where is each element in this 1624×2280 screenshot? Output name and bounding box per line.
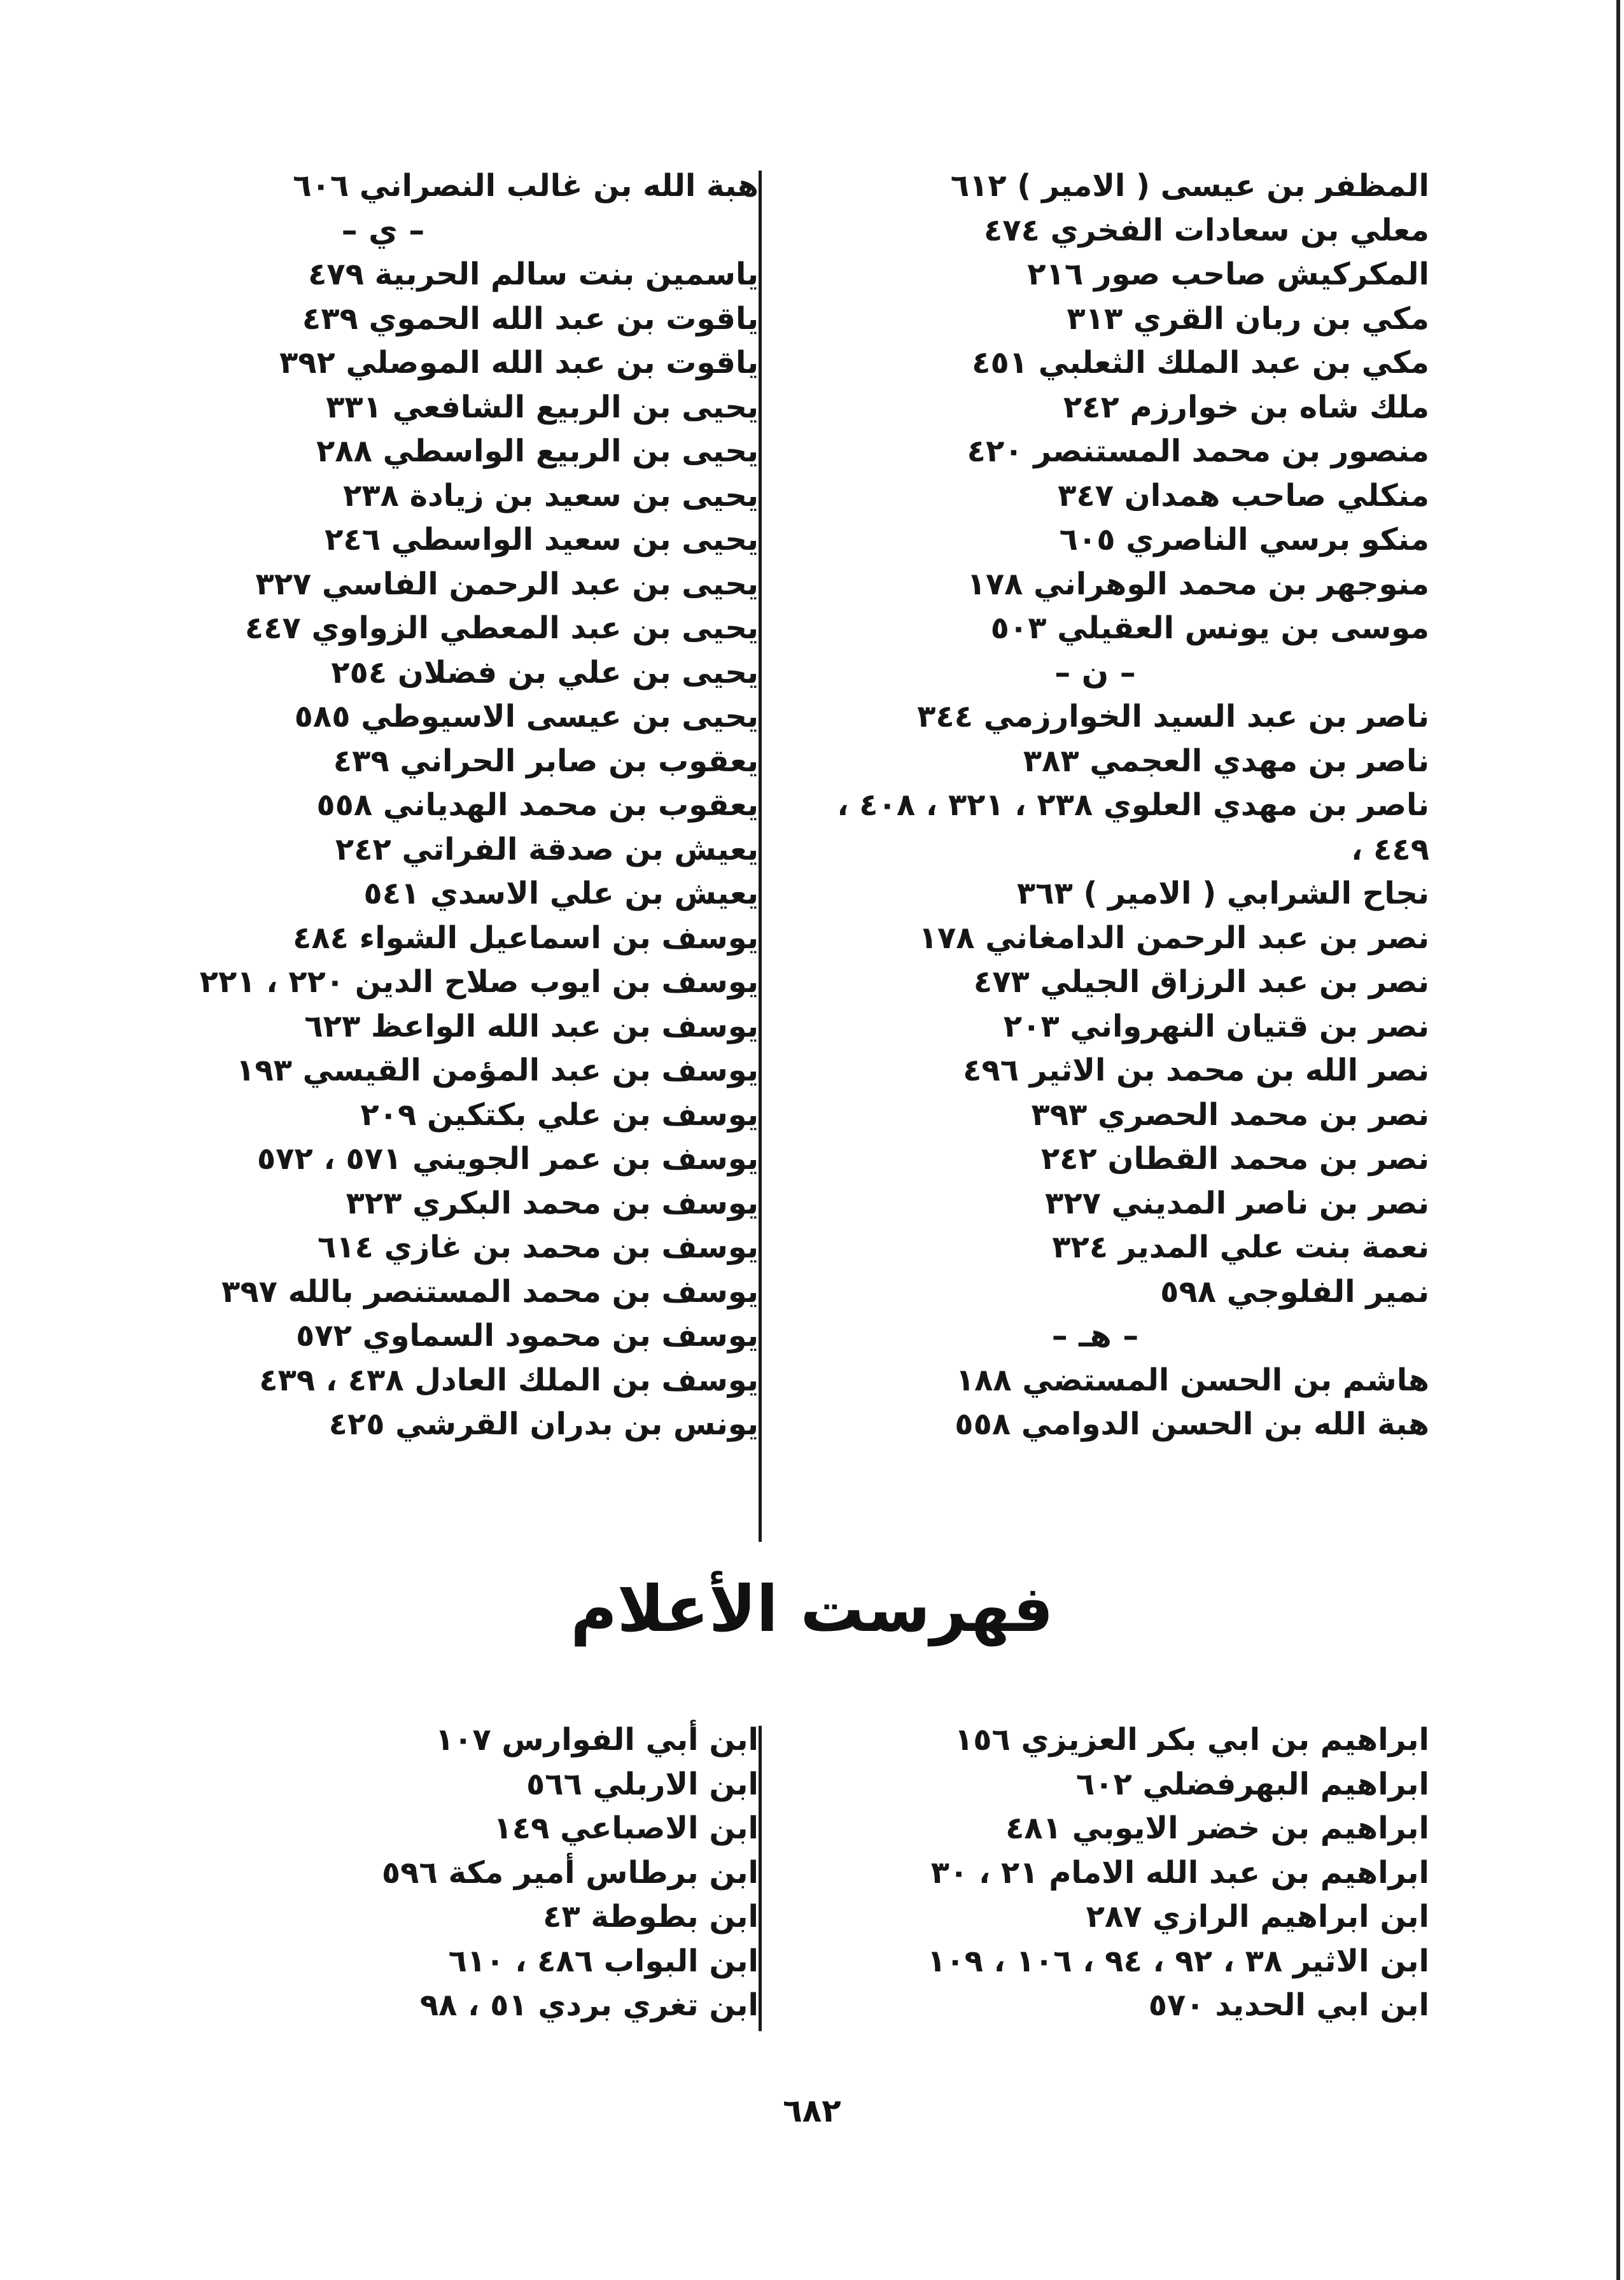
section-letter-heading: – هـ – (1051, 1317, 1139, 1354)
index-entry: ابن أبي الفوارس ١٠٧ (435, 1722, 759, 1758)
index-entry: ياقوت بن عبد الله الحموي ٤٣٩ (302, 300, 759, 337)
index-entry: ابن ابراهيم الرازي ٢٨٧ (1086, 1899, 1429, 1934)
index-entry: ابن ابي الحديد ٥٧٠ (1148, 1987, 1429, 2023)
index-entry: المظفر بن عيسى ( الامير ) ٦١٢ (950, 168, 1429, 204)
index-entry: ناصر بن عبد السيد الخوارزمي ٣٤٤ (917, 699, 1429, 734)
index-entry: نعمة بنت علي المدير ٣٢٤ (1052, 1229, 1429, 1265)
index-entry: موسى بن يونس العقيلي ٥٠٣ (990, 610, 1429, 646)
index-entry: يعيش بن علي الاسدي ٥٤١ (363, 876, 759, 911)
index-entry: ابن البواب ٤٨٦ ، ٦١٠ (448, 1943, 759, 1979)
index-entry: نجاح الشرابي ( الامير ) ٣٦٣ (1016, 876, 1429, 911)
index-entry: ابن الاربلي ٥٦٦ (526, 1766, 759, 1802)
index-entry: يوسف بن محمد البكري ٣٢٣ (346, 1185, 759, 1221)
index-entry: يعقوب بن صابر الحراني ٤٣٩ (333, 743, 759, 779)
index-entry: ابن تغري بردي ٥١ ، ٩٨ (419, 1987, 759, 2023)
top-left-column (8, 164, 759, 1447)
index-entry: نصر بن قتيان النهرواني ٢٠٣ (1003, 1008, 1429, 1044)
index-entry: نصر بن عبد الرزاق الجيلي ٤٧٣ (973, 964, 1429, 1000)
top-right-column (761, 164, 1429, 1447)
index-entry: يوسف بن الملك العادل ٤٣٨ ، ٤٣٩ (259, 1362, 759, 1398)
index-entry: نصر بن عبد الرحمن الدامغاني ١٧٨ (918, 920, 1429, 956)
index-entry: ابن الاثير ٣٨ ، ٩٢ ، ٩٤ ، ١٠٦ ، ١٠٩ (927, 1943, 1429, 1979)
index-entry: منصور بن محمد المستنصر ٤٢٠ (967, 433, 1429, 469)
index-entry: هبة الله بن غالب النصراني ٦٠٦ (293, 168, 759, 204)
index-entry: يوسف بن عبد الله الواعظ ٦٢٣ (304, 1008, 759, 1044)
index-entry: يحيى بن علي بن فضلان ٢٥٤ (331, 654, 759, 690)
index-entry: منكلي صاحب همدان ٣٤٧ (1058, 477, 1429, 514)
index-entry: يونس بن بدران القرشي ٤٢٥ (328, 1406, 759, 1442)
index-entry: ناصر بن مهدي العلوي ٢٣٨ ، ٣٢١ ، ٤٠٨ ، (837, 787, 1429, 823)
index-entry: ابن برطاس أمير مكة ٥٩٦ (381, 1854, 759, 1891)
index-entry: يوسف بن محمد المستنصر بالله ٣٩٧ (221, 1273, 759, 1310)
index-entry: ابن الاصباعي ١٤٩ (493, 1810, 759, 1846)
index-entry: يوسف بن محمد بن غازي ٦١٤ (317, 1229, 759, 1265)
index-entry: يحيى بن الربيع الواسطي ٢٨٨ (316, 433, 759, 469)
index-entry: ابراهيم بن عبد الله الامام ٢١ ، ٣٠ (930, 1854, 1429, 1891)
index-entry: يوسف بن عبد المؤمن القيسي ١٩٣ (236, 1053, 759, 1088)
index-entry: يحيى بن الربيع الشافعي ٣٣١ (326, 389, 759, 425)
page-edge (1616, 0, 1620, 2280)
index-entry: يوسف بن ايوب صلاح الدين ٢٢٠ ، ٢٢١ (199, 964, 759, 1000)
index-entry: يوسف بن عمر الجويني ٥٧١ ، ٥٧٢ (256, 1141, 759, 1177)
index-entry: منكو برسي الناصري ٦٠٥ (1059, 522, 1429, 557)
index-entry: ٤٤٩ ، (1351, 831, 1429, 867)
index-entry: يحيى بن عبد الرحمن الفاسي ٣٢٧ (255, 566, 759, 602)
index-entry: يوسف بن اسماعيل الشواء ٤٨٤ (293, 920, 759, 956)
index-entry: نصر بن محمد الحصري ٣٩٣ (1031, 1096, 1429, 1133)
index-entry: ملك شاه بن خوارزم ٢٤٢ (1063, 389, 1429, 425)
page-number: ٦٨٢ (783, 2092, 841, 2129)
index-entry: نصر بن ناصر المديني ٣٢٧ (1045, 1185, 1429, 1221)
index-entry: نمير الفلوجي ٥٩٨ (1160, 1273, 1429, 1310)
index-entry: المكركيش صاحب صور ٢١٦ (1027, 256, 1429, 292)
index-entry: هبة الله بن الحسن الدوامي ٥٥٨ (955, 1406, 1429, 1442)
index-title: فهرست الأعلام (570, 1572, 1054, 1646)
index-entry: مكي بن عبد الملك الثعلبي ٤٥١ (972, 345, 1429, 381)
index-entry: يعقوب بن محمد الهدياني ٥٥٨ (316, 787, 759, 823)
index-entry: يحيى بن سعيد الواسطي ٢٤٦ (325, 522, 759, 557)
index-entry: منوجهر بن محمد الوهراني ١٧٨ (967, 566, 1429, 602)
section-letter-heading: – ن – (1054, 654, 1136, 691)
index-entry: ياسمين بنت سالم الحربية ٤٧٩ (308, 256, 759, 292)
index-entry: ابن بطوطة ٤٣ (543, 1899, 759, 1934)
index-entry: يوسف بن علي بكتكين ٢٠٩ (360, 1096, 759, 1133)
index-entry: ابراهيم بن خضر الايوبي ٤٨١ (1005, 1810, 1429, 1846)
index-entry: نصر بن محمد القطان ٢٤٢ (1040, 1141, 1429, 1177)
bottom-left-column (122, 1718, 759, 2028)
section-letter-heading: – ي – (341, 211, 425, 249)
index-entry: يوسف بن محمود السماوي ٥٧٢ (295, 1318, 759, 1353)
index-entry: نصر الله بن محمد بن الاثير ٤٩٦ (963, 1053, 1429, 1088)
column-divider-top (759, 171, 762, 1542)
index-entry: يحيى بن عبد المعطي الزواوي ٤٤٧ (244, 610, 759, 646)
index-entry: ابراهيم بن ابي بكر العزيزي ١٥٦ (954, 1722, 1429, 1758)
index-entry: ياقوت بن عبد الله الموصلي ٣٩٢ (279, 345, 759, 381)
index-entry: ابراهيم البهرفضلي ٦٠٢ (1075, 1766, 1429, 1802)
index-entry: مكي بن ربان القري ٣١٣ (1067, 300, 1429, 337)
bottom-right-column (761, 1718, 1429, 2028)
index-entry: هاشم بن الحسن المستضي ١٨٨ (955, 1362, 1429, 1398)
index-entry: ناصر بن مهدي العجمي ٣٨٣ (1023, 743, 1429, 779)
column-divider-bottom (759, 1726, 762, 2031)
index-entry: يحيى بن سعيد بن زيادة ٢٣٨ (343, 477, 759, 514)
index-entry: يعيش بن صدقة الفراتي ٢٤٢ (335, 831, 759, 867)
index-entry: معلي بن سعادات الفخري ٤٧٤ (983, 212, 1429, 248)
index-entry: يحيى بن عيسى الاسيوطي ٥٨٥ (294, 699, 759, 734)
